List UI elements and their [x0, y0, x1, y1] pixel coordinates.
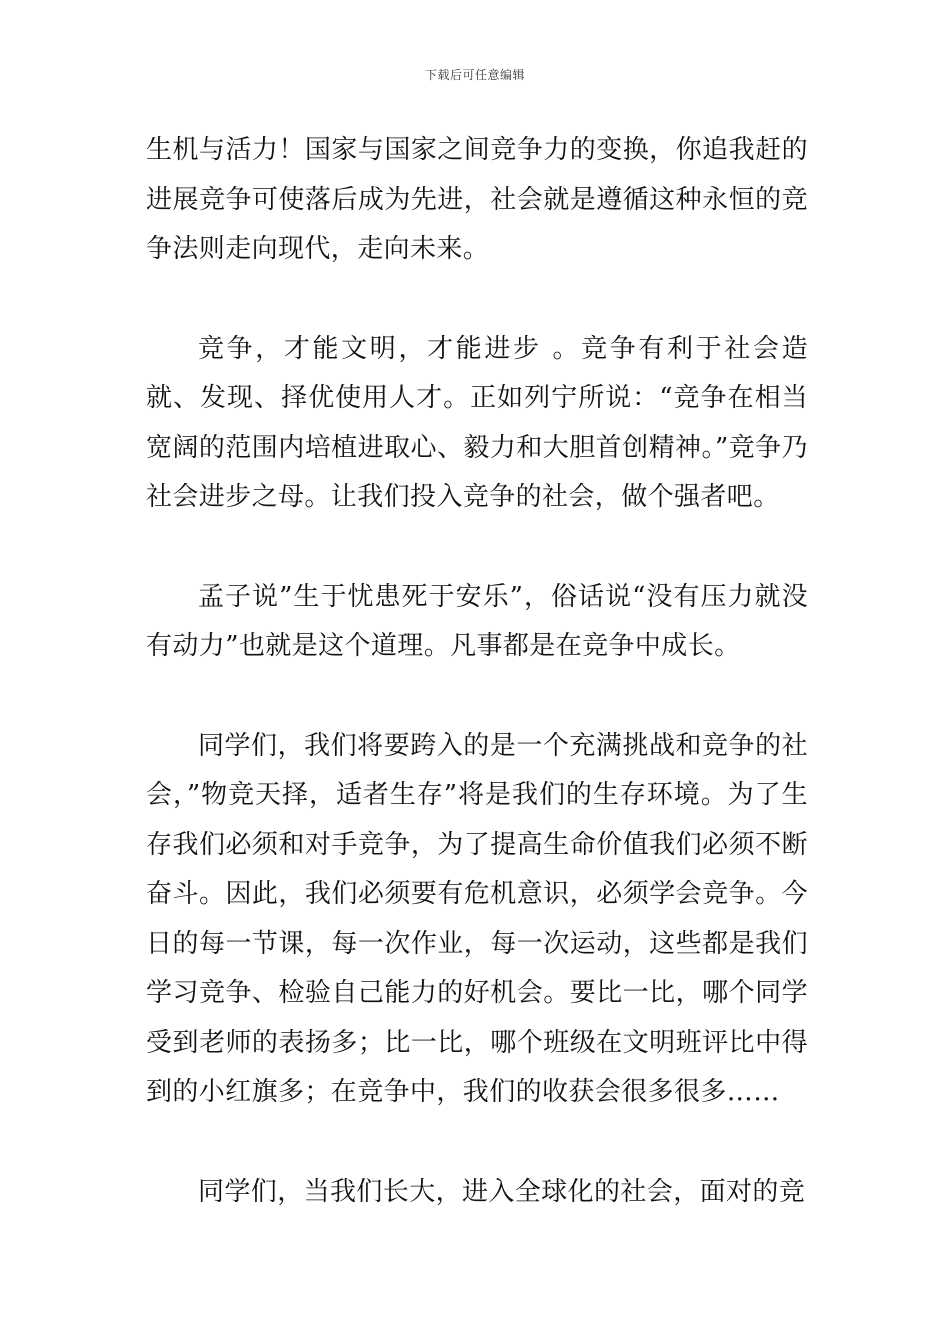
paragraph-5: 同学们，当我们长大，进入全球化的社会，面对的竞: [198, 1176, 806, 1207]
document-body: [146, 126, 808, 1217]
paragraph-1: 生机与活力！国家与国家之间竞争力的变换，你追我赶的进展竞争可使落后成为先进，社会就是遵循这种永恒的竞争法则走向现代，走向未来。: [146, 135, 808, 264]
paragraph-2: 竞争，才能文明，才能进步 。竞争有利于社会造就、发现、择优使用人才。正如列宁所说：“竞争在相当宽阔的范围内培植进取心、毅力和大胆首创精神。”竞争乃社会进步之母。让我们投入竞争的社会，做个强者吧。: [146, 333, 808, 512]
page-header-note: 下载后可任意编辑: [424, 68, 525, 82]
paragraph-3: 孟子说”生于忧患死于安乐”，俗话说“没有压力就没有动力”也就是这个道理。凡事都是在竞争中成长。: [146, 581, 808, 661]
paragraph-4: 同学们，我们将要跨入的是一个充满挑战和竞争的社会，”物竞天择，适者生存”将是我们的生存环境。为了生存我们必须和对手竞争，为了提高生命价值我们必须不断奋斗。因此，我们必须要有危机意识，必须学会竞争。今日的每一节课，每一次作业，每一次运动，这些都是我们学习竞争、检验自己能力的好机会。要比一比，哪个同学受到老师的表扬多；比一比，哪个班级在文明班评比中得到的小红旗多；在竞争中，我们的收获会很多很多……: [146, 730, 808, 1107]
